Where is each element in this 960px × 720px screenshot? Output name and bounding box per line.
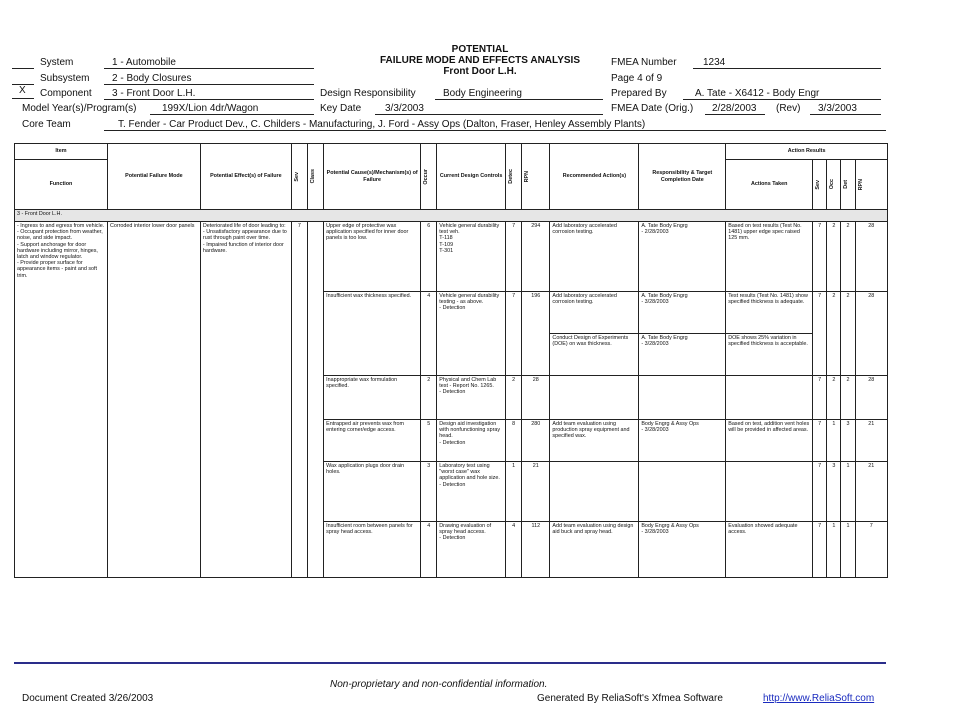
design-responsibility-label: Design Responsibility <box>320 88 416 99</box>
model-value: 199X/Lion 4dr/Wagon <box>162 103 259 114</box>
key-date-label: Key Date <box>320 103 362 114</box>
rpn-cell: 28 <box>522 376 550 420</box>
fmea-date-underline <box>705 114 765 115</box>
occur-cell: 5 <box>421 420 437 462</box>
rev-underline <box>810 114 881 115</box>
document-subtitle: Front Door L.H. <box>443 66 517 77</box>
core-team-underline <box>104 130 886 131</box>
result-rpn-cell: 28 <box>855 376 887 420</box>
fmea-number-value: 1234 <box>703 57 726 68</box>
recommended-action-cell: Add team evaluation using design aid buck and spray head. <box>550 522 639 578</box>
recommended-action-cell <box>550 376 639 420</box>
key-date-underline <box>375 114 603 115</box>
design-responsibility-value: Body Engineering <box>443 88 522 99</box>
col-responsibility: Responsibility & Target Completion Date <box>639 144 726 210</box>
table-row <box>15 222 888 292</box>
controls-cell: Laboratory test using "worst case" wax application and hole size. - Detection <box>437 462 506 522</box>
col-class <box>307 144 323 210</box>
footer-notice: Non-proprietary and non-confidential information. <box>330 679 548 690</box>
recommended-action-cell: Add team evaluation using production spray equipment and specified wax. <box>550 420 639 462</box>
footer-divider <box>14 662 886 664</box>
severity-cell: 7 <box>291 222 307 578</box>
actions-taken-cell <box>726 462 813 522</box>
col-sev-label: Sev <box>293 171 300 182</box>
col-class-label: Class <box>309 169 316 184</box>
detec-cell: 7 <box>505 292 521 376</box>
rev-label: (Rev) <box>776 103 801 114</box>
subsystem-value: 2 - Body Closures <box>112 73 192 84</box>
occur-cell: 2 <box>421 376 437 420</box>
recommended-action-cell <box>550 462 639 522</box>
prepared-by-underline <box>683 99 881 100</box>
actions-taken-cell <box>726 376 813 420</box>
col-r-rpn <box>855 160 887 210</box>
occur-cell: 3 <box>421 462 437 522</box>
col-causes: Potential Cause(s)/Mechanism(s) of Failure <box>324 144 421 210</box>
rev-value: 3/3/2003 <box>818 103 857 114</box>
col-controls: Current Design Controls <box>437 144 506 210</box>
component-mark: X <box>19 85 26 96</box>
rpn-cell: 21 <box>522 462 550 522</box>
result-sev-cell: 7 <box>813 292 827 376</box>
component-label: Component <box>40 88 92 99</box>
col-r-det <box>841 160 855 210</box>
col-r-occ <box>827 160 841 210</box>
result-rpn-cell: 28 <box>855 292 887 376</box>
actions-taken-cell: Test results (Test No. 1481) show specified thickness is adequate. <box>726 292 813 334</box>
component-value: 3 - Front Door L.H. <box>112 88 196 99</box>
fmea-date-label: FMEA Date (Orig.) <box>611 103 694 114</box>
cause-cell: Insufficient room between panels for spray head access. <box>324 522 421 578</box>
col-r-occ-label: Occ <box>829 179 836 190</box>
component-checkbox-line <box>12 98 34 99</box>
col-rpn-label: RPN <box>524 170 531 183</box>
component-underline <box>104 99 314 100</box>
failure-mode-cell: Corroded interior lower door panels <box>107 222 200 578</box>
system-label: System <box>40 57 74 68</box>
col-occur <box>421 144 437 210</box>
core-team-value: T. Fender - Car Product Dev., C. Childers - Manufacturing, J. Ford - Assy Ops (Dalton, Fraser, Henley Assembly Plants) <box>118 119 646 130</box>
detec-cell: 8 <box>505 420 521 462</box>
footer-created: Document Created 3/26/2003 <box>22 693 154 704</box>
result-det-cell: 2 <box>841 376 855 420</box>
responsibility-cell: Body Engrg & Assy Ops - 3/28/2003 <box>639 420 726 462</box>
result-det-cell: 2 <box>841 292 855 376</box>
design-responsibility-underline <box>435 99 603 100</box>
result-det-cell: 1 <box>841 462 855 522</box>
responsibility-cell: A. Tate Body Engrg - 2/28/2003 <box>639 222 726 292</box>
col-sev <box>291 144 307 210</box>
result-occ-cell: 1 <box>827 522 841 578</box>
controls-cell: Drawing evaluation of spray head access. - Detection <box>437 522 506 578</box>
function-cell: - Ingress to and egress from vehicle. - Occupant protection from weather, noise, and side impact. - Support anchorage for door hardware including mirror, hinges, latch and window regulator. - Provide proper surface for appearance items - paint and soft trim. <box>15 222 108 578</box>
detec-cell: 4 <box>505 522 521 578</box>
result-det-cell: 3 <box>841 420 855 462</box>
result-sev-cell: 7 <box>813 462 827 522</box>
result-occ-cell: 2 <box>827 376 841 420</box>
result-rpn-cell: 21 <box>855 462 887 522</box>
system-value: 1 - Automobile <box>112 57 176 68</box>
system-underline <box>104 68 314 69</box>
fmea-number-label: FMEA Number <box>611 57 677 68</box>
result-rpn-cell: 28 <box>855 222 887 292</box>
occur-cell: 6 <box>421 222 437 292</box>
col-r-rpn-label: RPN <box>857 178 864 191</box>
col-failure-mode: Potential Failure Mode <box>107 144 200 210</box>
result-sev-cell: 7 <box>813 522 827 578</box>
responsibility-cell: A. Tate Body Engrg - 3/28/2003 <box>639 292 726 334</box>
section-label: 3 - Front Door L.H. <box>15 210 888 222</box>
responsibility-cell: Body Engrg & Assy Ops - 3/28/2003 <box>639 522 726 578</box>
actions-taken-cell: Evaluation showed adequate access. <box>726 522 813 578</box>
core-team-label: Core Team <box>22 119 71 130</box>
prepared-by-value: A. Tate - X6412 - Body Engr <box>695 88 820 99</box>
footer-link[interactable]: http://www.ReliaSoft.com <box>763 693 875 704</box>
result-rpn-cell: 7 <box>855 522 887 578</box>
result-occ-cell: 3 <box>827 462 841 522</box>
class-cell <box>307 222 323 578</box>
document-title: FAILURE MODE AND EFFECTS ANALYSIS <box>379 55 580 66</box>
result-sev-cell: 7 <box>813 222 827 292</box>
fmea-date-value: 2/28/2003 <box>712 103 757 114</box>
detec-cell: 7 <box>505 222 521 292</box>
recommended-action-cell: Add laboratory accelerated corrosion testing. <box>550 222 639 292</box>
occur-cell: 4 <box>421 522 437 578</box>
actions-taken-cell: DOE shows 25% variation in specified thickness is acceptable. <box>726 334 813 376</box>
col-occur-label: Occur <box>423 168 430 185</box>
result-occ-cell: 1 <box>827 420 841 462</box>
recommended-action-cell: Conduct Design of Experiments (DOE) on wax thickness. <box>550 334 639 376</box>
col-action-results: Action Results <box>726 144 888 160</box>
rpn-cell: 294 <box>522 222 550 292</box>
recommended-action-cell: Add laboratory accelerated corrosion testing. <box>550 292 639 334</box>
actions-taken-cell: Based on test, addition vent holes will be provided in affected areas. <box>726 420 813 462</box>
cause-cell: Upper edge of protective wax application specified for inner door panels is too low. <box>324 222 421 292</box>
model-label: Model Year(s)/Program(s) <box>22 103 137 114</box>
fmea-number-underline <box>693 68 881 69</box>
result-det-cell: 2 <box>841 222 855 292</box>
col-function: Function <box>15 160 108 210</box>
col-effects: Potential Effect(s) of Failure <box>200 144 291 210</box>
fmea-table <box>14 143 888 578</box>
cause-cell: Insufficient wax thickness specified. <box>324 292 421 376</box>
col-detec <box>505 144 521 210</box>
result-occ-cell: 2 <box>827 222 841 292</box>
page-indicator: Page 4 of 9 <box>611 73 663 84</box>
key-date-value: 3/3/2003 <box>385 103 424 114</box>
col-r-sev-label: Sev <box>815 179 822 190</box>
col-actions-taken: Actions Taken <box>726 160 813 210</box>
col-actions: Recommended Action(s) <box>550 144 639 210</box>
col-detec-label: Detec <box>507 169 514 184</box>
controls-cell: Vehicle general durability test veh. T-118 T-109 T-301 <box>437 222 506 292</box>
col-r-det-label: Det <box>843 180 850 189</box>
col-rpn <box>522 144 550 210</box>
effects-cell: Deteriorated life of door leading to: - Unsatisfactory appearance due to rust through paint over time. - Impaired function of interior door hardware. <box>200 222 291 578</box>
system-checkbox-line <box>12 68 34 69</box>
result-occ-cell: 2 <box>827 292 841 376</box>
rpn-cell: 196 <box>522 292 550 376</box>
responsibility-cell <box>639 376 726 420</box>
controls-cell: Vehicle general durability testing - as above. - Detection <box>437 292 506 376</box>
responsibility-cell: A. Tate Body Engrg - 3/28/2003 <box>639 334 726 376</box>
occur-cell: 4 <box>421 292 437 376</box>
result-det-cell: 1 <box>841 522 855 578</box>
detec-cell: 2 <box>505 376 521 420</box>
cause-cell: Inappropriate wax formulation specified. <box>324 376 421 420</box>
fmea-rows <box>15 222 888 578</box>
actions-taken-cell: Based on test results (Test No. 1481) upper edge spec raised 125 mm. <box>726 222 813 292</box>
subsystem-label: Subsystem <box>40 73 90 84</box>
col-r-sev <box>813 160 827 210</box>
subsystem-underline <box>104 84 314 85</box>
title-potential: POTENTIAL <box>451 44 509 55</box>
prepared-by-label: Prepared By <box>611 88 667 99</box>
detec-cell: 1 <box>505 462 521 522</box>
cause-cell: Wax application plugs door drain holes. <box>324 462 421 522</box>
model-underline <box>150 114 314 115</box>
footer-generated: Generated By ReliaSoft's Xfmea Software <box>537 693 723 704</box>
controls-cell: Physical and Chem Lab test - Report No. 1265. - Detection <box>437 376 506 420</box>
responsibility-cell <box>639 462 726 522</box>
result-rpn-cell: 21 <box>855 420 887 462</box>
rpn-cell: 112 <box>522 522 550 578</box>
result-sev-cell: 7 <box>813 420 827 462</box>
rpn-cell: 280 <box>522 420 550 462</box>
col-item: Item <box>15 144 108 160</box>
controls-cell: Design aid investigation with nonfunctioning spray head. - Detection <box>437 420 506 462</box>
cause-cell: Entrapped air prevents wax from entering corner/edge access. <box>324 420 421 462</box>
result-sev-cell: 7 <box>813 376 827 420</box>
